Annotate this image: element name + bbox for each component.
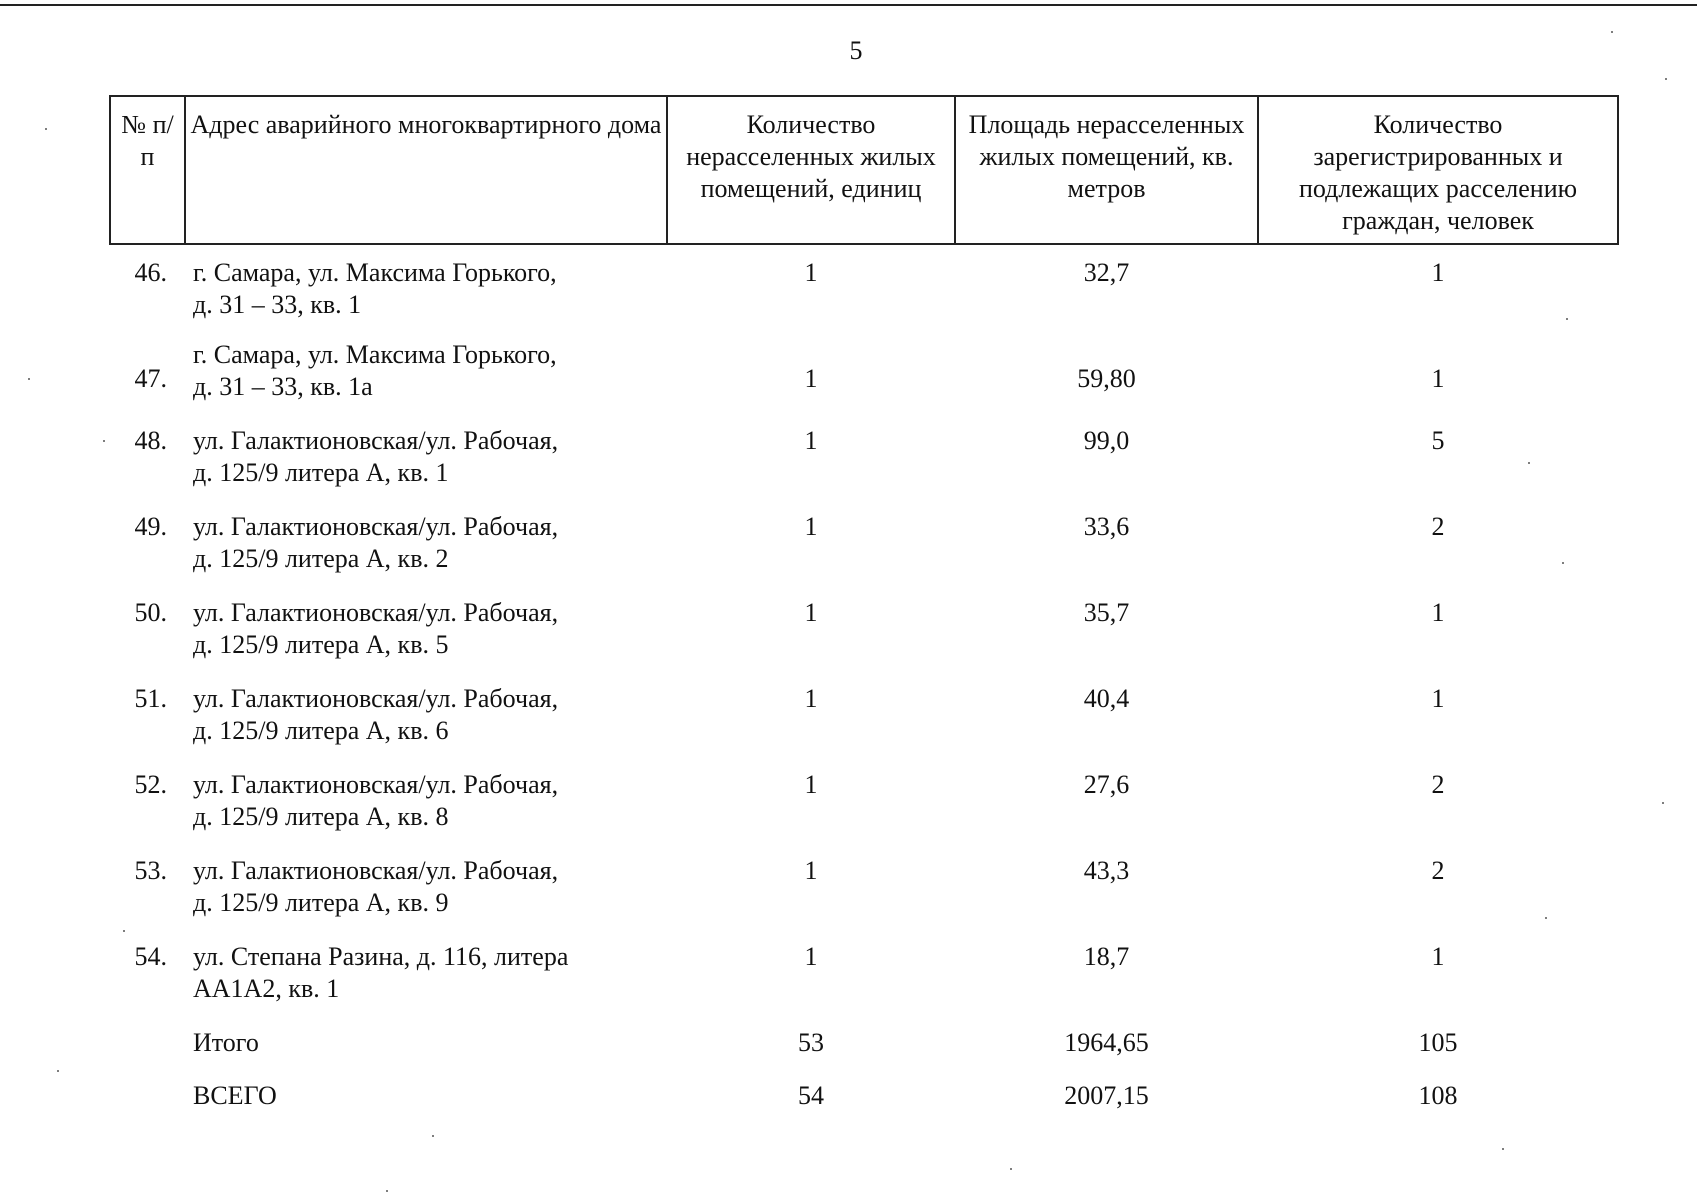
scan-speck	[103, 440, 105, 442]
row-address	[185, 855, 667, 941]
row-units: 1	[804, 512, 818, 541]
address-line: ул. Галактионовская/ул. Рабочая,	[193, 426, 559, 455]
address-line: д. 31 – 33, кв. 1	[193, 290, 362, 319]
total-area: 2007,15	[1064, 1081, 1149, 1110]
header-row	[110, 96, 1618, 244]
total-label: ВСЕГО	[193, 1081, 277, 1110]
address-line: г. Самара, ул. Максима Горького,	[193, 340, 557, 369]
table-row	[110, 597, 1618, 683]
row-address	[185, 769, 667, 855]
row-people: 2	[1431, 770, 1445, 799]
row-area: 99,0	[1083, 426, 1130, 455]
address-line: ул. Галактионовская/ул. Рабочая,	[193, 598, 559, 627]
row-people: 1	[1431, 942, 1445, 971]
row-number: 48.	[134, 426, 167, 455]
row-units: 1	[804, 684, 818, 713]
row-address	[185, 425, 667, 511]
scan-speck	[1010, 1168, 1012, 1170]
row-area: 59,80	[1077, 364, 1136, 393]
address-line: ул. Галактионовская/ул. Рабочая,	[193, 512, 559, 541]
row-area: 27,6	[1083, 770, 1130, 799]
subtotal-units: 53	[798, 1028, 824, 1057]
address-line: д. 125/9 литера А, кв. 5	[193, 630, 449, 659]
row-address	[185, 511, 667, 597]
header-area: Площадь нерасселенных жилых помещений, кв. метров	[955, 96, 1258, 244]
scan-speck	[28, 378, 30, 380]
address-line: ул. Галактионовская/ул. Рабочая,	[193, 684, 559, 713]
row-people: 1	[1431, 684, 1445, 713]
table-body	[110, 244, 1618, 1120]
row-people: 2	[1431, 856, 1445, 885]
header-people: Количество зарегистрированных и подлежащих расселению граждан, человек	[1258, 96, 1618, 244]
page-number: 5	[849, 36, 863, 65]
row-address	[185, 597, 667, 683]
address-line: д. 125/9 литера А, кв. 8	[193, 802, 449, 831]
row-number: 50.	[134, 598, 167, 627]
row-area: 32,7	[1083, 258, 1130, 287]
row-number: 51.	[134, 684, 167, 713]
row-people: 5	[1431, 426, 1445, 455]
row-people: 1	[1431, 364, 1445, 393]
address-line: ул. Галактионовская/ул. Рабочая,	[193, 770, 559, 799]
scan-speck	[1528, 462, 1530, 464]
row-units: 1	[804, 426, 818, 455]
table-row	[110, 425, 1618, 511]
table-row	[110, 511, 1618, 597]
total-units: 54	[798, 1081, 824, 1110]
scan-speck	[1502, 1148, 1504, 1150]
total-people: 108	[1418, 1081, 1458, 1110]
scan-speck	[386, 1190, 388, 1192]
scan-speck	[45, 128, 47, 130]
address-line: ул. Галактионовская/ул. Рабочая,	[193, 856, 559, 885]
row-number: 46.	[134, 258, 167, 287]
row-number: 47.	[134, 364, 167, 393]
table-row	[110, 683, 1618, 769]
row-people: 1	[1431, 598, 1445, 627]
row-number: 49.	[134, 512, 167, 541]
total-row	[110, 1080, 1618, 1120]
scan-speck	[1611, 31, 1613, 33]
row-units: 1	[804, 856, 818, 885]
scan-speck	[1662, 802, 1664, 804]
header-address: Адрес аварийного многоквартирного дома	[185, 96, 667, 244]
table-row	[110, 339, 1618, 425]
row-people: 1	[1431, 258, 1445, 287]
row-number: 53.	[134, 856, 167, 885]
row-area: 35,7	[1083, 598, 1130, 627]
top-rule	[0, 4, 1697, 6]
total-number	[110, 1080, 185, 1120]
address-line: г. Самара, ул. Максима Горького,	[193, 258, 557, 287]
housing-table	[109, 95, 1619, 1120]
scan-speck	[1665, 78, 1667, 80]
row-address	[185, 941, 667, 1027]
table-row	[110, 855, 1618, 941]
address-line: д. 125/9 литера А, кв. 2	[193, 544, 449, 573]
header-number: № п/п	[110, 96, 185, 244]
row-units: 1	[804, 258, 818, 287]
scan-speck	[432, 1135, 434, 1137]
address-line: д. 125/9 литера А, кв. 1	[193, 458, 449, 487]
row-units: 1	[804, 598, 818, 627]
row-units: 1	[804, 770, 818, 799]
address-line: ул. Степана Разина, д. 116, литера	[193, 942, 569, 971]
row-area: 40,4	[1083, 684, 1130, 713]
row-address	[185, 683, 667, 769]
address-line: д. 125/9 литера А, кв. 9	[193, 888, 449, 917]
scan-speck	[1545, 917, 1547, 919]
row-area: 43,3	[1083, 856, 1130, 885]
row-people: 2	[1431, 512, 1445, 541]
row-address	[185, 339, 667, 425]
address-line: АА1А2, кв. 1	[193, 974, 340, 1003]
table-row	[110, 941, 1618, 1027]
table-header	[110, 96, 1618, 244]
row-number: 52.	[134, 770, 167, 799]
row-number: 54.	[134, 942, 167, 971]
row-address	[185, 244, 667, 339]
row-area: 33,6	[1083, 512, 1130, 541]
row-units: 1	[804, 364, 818, 393]
scan-speck	[57, 1070, 59, 1072]
subtotal-number	[110, 1027, 185, 1080]
emergency-housing-register	[109, 95, 1617, 1120]
row-area: 18,7	[1083, 942, 1130, 971]
address-line: д. 125/9 литера А, кв. 6	[193, 716, 449, 745]
subtotal-area: 1964,65	[1064, 1028, 1149, 1057]
subtotal-people: 105	[1418, 1028, 1458, 1057]
header-units: Количество нерасселенных жилых помещений, единиц	[667, 96, 955, 244]
table-row	[110, 769, 1618, 855]
scan-speck	[1566, 318, 1568, 320]
subtotal-row	[110, 1027, 1618, 1080]
address-line: д. 31 – 33, кв. 1а	[193, 372, 373, 401]
subtotal-label: Итого	[193, 1028, 259, 1057]
table-row	[110, 244, 1618, 339]
row-units: 1	[804, 942, 818, 971]
scan-speck	[1562, 562, 1564, 564]
scan-speck	[123, 930, 125, 932]
